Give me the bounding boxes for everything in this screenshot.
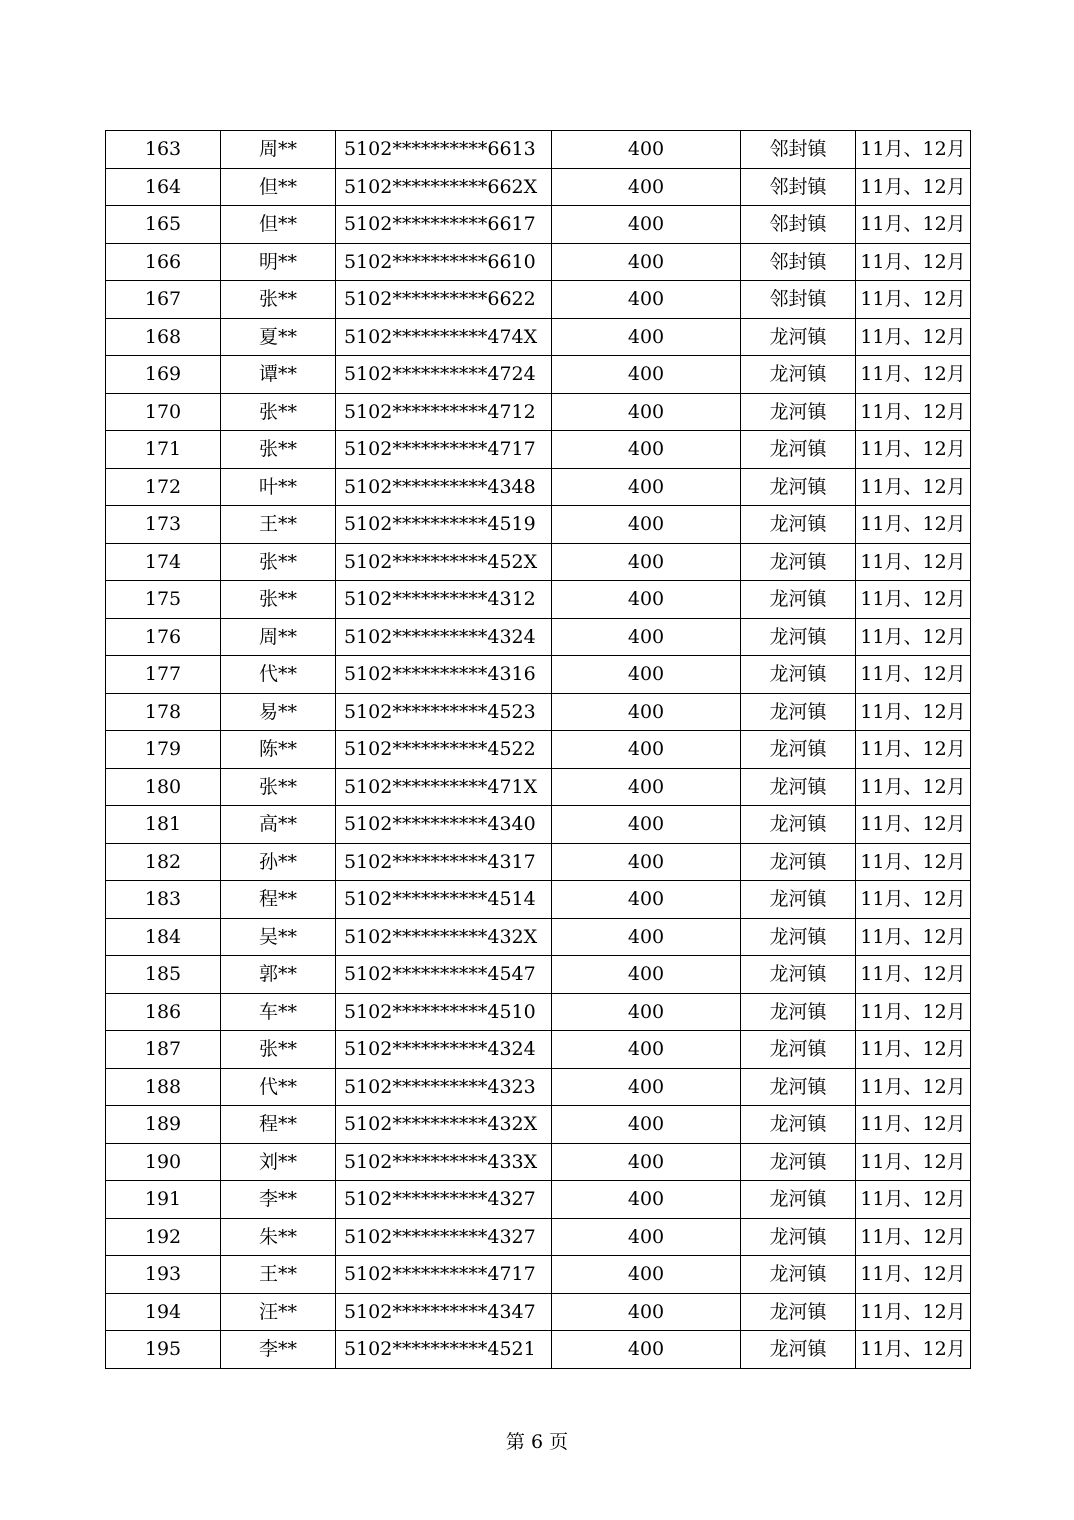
cell-town: 龙河镇: [741, 1331, 856, 1369]
cell-id-number: 5102**********4348: [336, 468, 552, 506]
cell-amount: 400: [552, 881, 741, 919]
table-row: [106, 243, 971, 281]
cell-id-number: 5102**********4340: [336, 806, 552, 844]
cell-months: 11月、12月: [856, 918, 971, 956]
cell-months: 11月、12月: [856, 318, 971, 356]
cell-months: 11月、12月: [856, 206, 971, 244]
cell-town: 龙河镇: [741, 656, 856, 694]
cell-id-number: 5102**********471X: [336, 768, 552, 806]
cell-id-number: 5102**********6613: [336, 131, 552, 169]
cell-name: 张**: [221, 581, 336, 619]
cell-name: 车**: [221, 993, 336, 1031]
cell-amount: 400: [552, 956, 741, 994]
cell-amount: 400: [552, 1256, 741, 1294]
cell-months: 11月、12月: [856, 506, 971, 544]
cell-amount: 400: [552, 506, 741, 544]
cell-serial-number: 174: [106, 543, 221, 581]
cell-id-number: 5102**********4519: [336, 506, 552, 544]
cell-town: 龙河镇: [741, 768, 856, 806]
cell-months: 11月、12月: [856, 1181, 971, 1219]
cell-serial-number: 195: [106, 1331, 221, 1369]
cell-serial-number: 193: [106, 1256, 221, 1294]
cell-town: 龙河镇: [741, 1256, 856, 1294]
cell-name: 李**: [221, 1181, 336, 1219]
cell-id-number: 5102**********662X: [336, 168, 552, 206]
cell-name: 张**: [221, 1031, 336, 1069]
cell-amount: 400: [552, 318, 741, 356]
table-row: [106, 1068, 971, 1106]
cell-name: 高**: [221, 806, 336, 844]
cell-town: 邻封镇: [741, 131, 856, 169]
cell-amount: 400: [552, 693, 741, 731]
cell-serial-number: 185: [106, 956, 221, 994]
table-row: [106, 881, 971, 919]
cell-months: 11月、12月: [856, 243, 971, 281]
cell-months: 11月、12月: [856, 656, 971, 694]
cell-months: 11月、12月: [856, 468, 971, 506]
table-row: [106, 168, 971, 206]
cell-town: 龙河镇: [741, 806, 856, 844]
cell-name: 王**: [221, 1256, 336, 1294]
cell-town: 邻封镇: [741, 206, 856, 244]
cell-amount: 400: [552, 768, 741, 806]
cell-name: 张**: [221, 393, 336, 431]
cell-months: 11月、12月: [856, 1331, 971, 1369]
table-body: [106, 131, 971, 1369]
cell-months: 11月、12月: [856, 1068, 971, 1106]
cell-serial-number: 169: [106, 356, 221, 394]
cell-name: 张**: [221, 281, 336, 319]
cell-town: 龙河镇: [741, 356, 856, 394]
cell-serial-number: 183: [106, 881, 221, 919]
cell-id-number: 5102**********4327: [336, 1181, 552, 1219]
cell-months: 11月、12月: [856, 731, 971, 769]
cell-id-number: 5102**********4324: [336, 618, 552, 656]
cell-months: 11月、12月: [856, 393, 971, 431]
cell-months: 11月、12月: [856, 543, 971, 581]
cell-serial-number: 168: [106, 318, 221, 356]
cell-name: 汪**: [221, 1293, 336, 1331]
table-row: [106, 356, 971, 394]
cell-name: 刘**: [221, 1143, 336, 1181]
cell-amount: 400: [552, 1106, 741, 1144]
cell-amount: 400: [552, 843, 741, 881]
cell-town: 龙河镇: [741, 1068, 856, 1106]
cell-months: 11月、12月: [856, 843, 971, 881]
cell-serial-number: 165: [106, 206, 221, 244]
cell-town: 龙河镇: [741, 693, 856, 731]
cell-serial-number: 172: [106, 468, 221, 506]
cell-id-number: 5102**********6617: [336, 206, 552, 244]
cell-serial-number: 164: [106, 168, 221, 206]
cell-town: 龙河镇: [741, 318, 856, 356]
cell-id-number: 5102**********452X: [336, 543, 552, 581]
cell-id-number: 5102**********4347: [336, 1293, 552, 1331]
cell-town: 龙河镇: [741, 1218, 856, 1256]
cell-months: 11月、12月: [856, 1256, 971, 1294]
cell-name: 张**: [221, 431, 336, 469]
cell-name: 程**: [221, 1106, 336, 1144]
table-row: [106, 1031, 971, 1069]
cell-months: 11月、12月: [856, 581, 971, 619]
cell-serial-number: 190: [106, 1143, 221, 1181]
table-row: [106, 1293, 971, 1331]
table-row: [106, 806, 971, 844]
cell-serial-number: 173: [106, 506, 221, 544]
cell-months: 11月、12月: [856, 881, 971, 919]
table-row: [106, 281, 971, 319]
cell-town: 邻封镇: [741, 168, 856, 206]
cell-name: 张**: [221, 543, 336, 581]
cell-name: 陈**: [221, 731, 336, 769]
cell-serial-number: 186: [106, 993, 221, 1031]
table-row: [106, 768, 971, 806]
cell-amount: 400: [552, 543, 741, 581]
cell-amount: 400: [552, 1331, 741, 1369]
table-row: [106, 506, 971, 544]
cell-months: 11月、12月: [856, 1106, 971, 1144]
table-row: [106, 431, 971, 469]
table-row: [106, 618, 971, 656]
cell-months: 11月、12月: [856, 356, 971, 394]
cell-serial-number: 181: [106, 806, 221, 844]
cell-serial-number: 176: [106, 618, 221, 656]
cell-months: 11月、12月: [856, 281, 971, 319]
beneficiary-table: [105, 130, 971, 1369]
cell-amount: 400: [552, 1218, 741, 1256]
cell-name: 但**: [221, 168, 336, 206]
cell-name: 代**: [221, 1068, 336, 1106]
cell-serial-number: 175: [106, 581, 221, 619]
table-row: [106, 656, 971, 694]
table-row: [106, 1143, 971, 1181]
cell-town: 龙河镇: [741, 1031, 856, 1069]
table-row: [106, 956, 971, 994]
cell-amount: 400: [552, 1031, 741, 1069]
page-number: 第 6 页: [505, 1431, 569, 1453]
cell-amount: 400: [552, 468, 741, 506]
cell-name: 王**: [221, 506, 336, 544]
cell-id-number: 5102**********432X: [336, 918, 552, 956]
cell-id-number: 5102**********4312: [336, 581, 552, 619]
cell-amount: 400: [552, 731, 741, 769]
cell-name: 郭**: [221, 956, 336, 994]
cell-name: 但**: [221, 206, 336, 244]
cell-id-number: 5102**********4547: [336, 956, 552, 994]
cell-town: 龙河镇: [741, 993, 856, 1031]
cell-town: 龙河镇: [741, 431, 856, 469]
cell-amount: 400: [552, 581, 741, 619]
cell-name: 李**: [221, 1331, 336, 1369]
cell-town: 龙河镇: [741, 468, 856, 506]
cell-id-number: 5102**********4523: [336, 693, 552, 731]
cell-amount: 400: [552, 206, 741, 244]
cell-serial-number: 194: [106, 1293, 221, 1331]
table-row: [106, 1218, 971, 1256]
table-row: [106, 468, 971, 506]
table-row: [106, 393, 971, 431]
table-row: [106, 993, 971, 1031]
table-row: [106, 131, 971, 169]
cell-amount: 400: [552, 918, 741, 956]
cell-id-number: 5102**********4317: [336, 843, 552, 881]
cell-town: 龙河镇: [741, 918, 856, 956]
cell-town: 邻封镇: [741, 243, 856, 281]
cell-months: 11月、12月: [856, 693, 971, 731]
table-row: [106, 1256, 971, 1294]
cell-id-number: 5102**********4724: [336, 356, 552, 394]
cell-town: 龙河镇: [741, 731, 856, 769]
cell-name: 程**: [221, 881, 336, 919]
cell-town: 龙河镇: [741, 881, 856, 919]
cell-months: 11月、12月: [856, 168, 971, 206]
cell-serial-number: 163: [106, 131, 221, 169]
cell-amount: 400: [552, 1068, 741, 1106]
cell-id-number: 5102**********4327: [336, 1218, 552, 1256]
cell-amount: 400: [552, 431, 741, 469]
cell-name: 周**: [221, 131, 336, 169]
cell-name: 明**: [221, 243, 336, 281]
cell-id-number: 5102**********4717: [336, 1256, 552, 1294]
cell-id-number: 5102**********4514: [336, 881, 552, 919]
cell-town: 龙河镇: [741, 1293, 856, 1331]
cell-amount: 400: [552, 1181, 741, 1219]
cell-id-number: 5102**********4324: [336, 1031, 552, 1069]
cell-serial-number: 177: [106, 656, 221, 694]
cell-name: 代**: [221, 656, 336, 694]
table-row: [106, 731, 971, 769]
cell-amount: 400: [552, 131, 741, 169]
cell-months: 11月、12月: [856, 1293, 971, 1331]
cell-town: 龙河镇: [741, 956, 856, 994]
cell-months: 11月、12月: [856, 1031, 971, 1069]
cell-town: 龙河镇: [741, 1181, 856, 1219]
cell-months: 11月、12月: [856, 618, 971, 656]
cell-serial-number: 184: [106, 918, 221, 956]
cell-name: 朱**: [221, 1218, 336, 1256]
cell-name: 孙**: [221, 843, 336, 881]
cell-id-number: 5102**********4323: [336, 1068, 552, 1106]
cell-serial-number: 178: [106, 693, 221, 731]
cell-town: 龙河镇: [741, 581, 856, 619]
table-row: [106, 206, 971, 244]
cell-serial-number: 170: [106, 393, 221, 431]
cell-amount: 400: [552, 393, 741, 431]
cell-town: 龙河镇: [741, 393, 856, 431]
cell-months: 11月、12月: [856, 768, 971, 806]
cell-id-number: 5102**********433X: [336, 1143, 552, 1181]
cell-serial-number: 180: [106, 768, 221, 806]
cell-id-number: 5102**********4510: [336, 993, 552, 1031]
cell-months: 11月、12月: [856, 131, 971, 169]
cell-town: 邻封镇: [741, 281, 856, 319]
cell-months: 11月、12月: [856, 1143, 971, 1181]
table-row: [106, 918, 971, 956]
cell-id-number: 5102**********6622: [336, 281, 552, 319]
cell-amount: 400: [552, 618, 741, 656]
cell-serial-number: 191: [106, 1181, 221, 1219]
table-row: [106, 1106, 971, 1144]
cell-amount: 400: [552, 806, 741, 844]
table-row: [106, 581, 971, 619]
cell-amount: 400: [552, 993, 741, 1031]
cell-amount: 400: [552, 281, 741, 319]
cell-serial-number: 166: [106, 243, 221, 281]
cell-months: 11月、12月: [856, 956, 971, 994]
cell-amount: 400: [552, 168, 741, 206]
cell-town: 龙河镇: [741, 506, 856, 544]
cell-id-number: 5102**********4712: [336, 393, 552, 431]
cell-serial-number: 189: [106, 1106, 221, 1144]
cell-id-number: 5102**********6610: [336, 243, 552, 281]
cell-name: 周**: [221, 618, 336, 656]
table-row: [106, 543, 971, 581]
cell-name: 吴**: [221, 918, 336, 956]
table-row: [106, 1331, 971, 1369]
cell-name: 夏**: [221, 318, 336, 356]
cell-id-number: 5102**********4522: [336, 731, 552, 769]
cell-months: 11月、12月: [856, 806, 971, 844]
cell-amount: 400: [552, 656, 741, 694]
table-row: [106, 843, 971, 881]
cell-serial-number: 171: [106, 431, 221, 469]
cell-town: 龙河镇: [741, 543, 856, 581]
table-row: [106, 693, 971, 731]
cell-months: 11月、12月: [856, 1218, 971, 1256]
cell-id-number: 5102**********4521: [336, 1331, 552, 1369]
cell-months: 11月、12月: [856, 431, 971, 469]
cell-name: 谭**: [221, 356, 336, 394]
cell-town: 龙河镇: [741, 843, 856, 881]
cell-serial-number: 192: [106, 1218, 221, 1256]
cell-town: 龙河镇: [741, 1143, 856, 1181]
cell-name: 叶**: [221, 468, 336, 506]
cell-serial-number: 188: [106, 1068, 221, 1106]
cell-serial-number: 187: [106, 1031, 221, 1069]
cell-serial-number: 182: [106, 843, 221, 881]
cell-months: 11月、12月: [856, 993, 971, 1031]
cell-town: 龙河镇: [741, 618, 856, 656]
cell-id-number: 5102**********474X: [336, 318, 552, 356]
cell-serial-number: 179: [106, 731, 221, 769]
cell-amount: 400: [552, 243, 741, 281]
cell-serial-number: 167: [106, 281, 221, 319]
cell-id-number: 5102**********4316: [336, 656, 552, 694]
cell-amount: 400: [552, 1143, 741, 1181]
cell-name: 易**: [221, 693, 336, 731]
cell-id-number: 5102**********432X: [336, 1106, 552, 1144]
cell-amount: 400: [552, 356, 741, 394]
cell-amount: 400: [552, 1293, 741, 1331]
cell-name: 张**: [221, 768, 336, 806]
table-row: [106, 1181, 971, 1219]
cell-town: 龙河镇: [741, 1106, 856, 1144]
table-row: [106, 318, 971, 356]
cell-id-number: 5102**********4717: [336, 431, 552, 469]
